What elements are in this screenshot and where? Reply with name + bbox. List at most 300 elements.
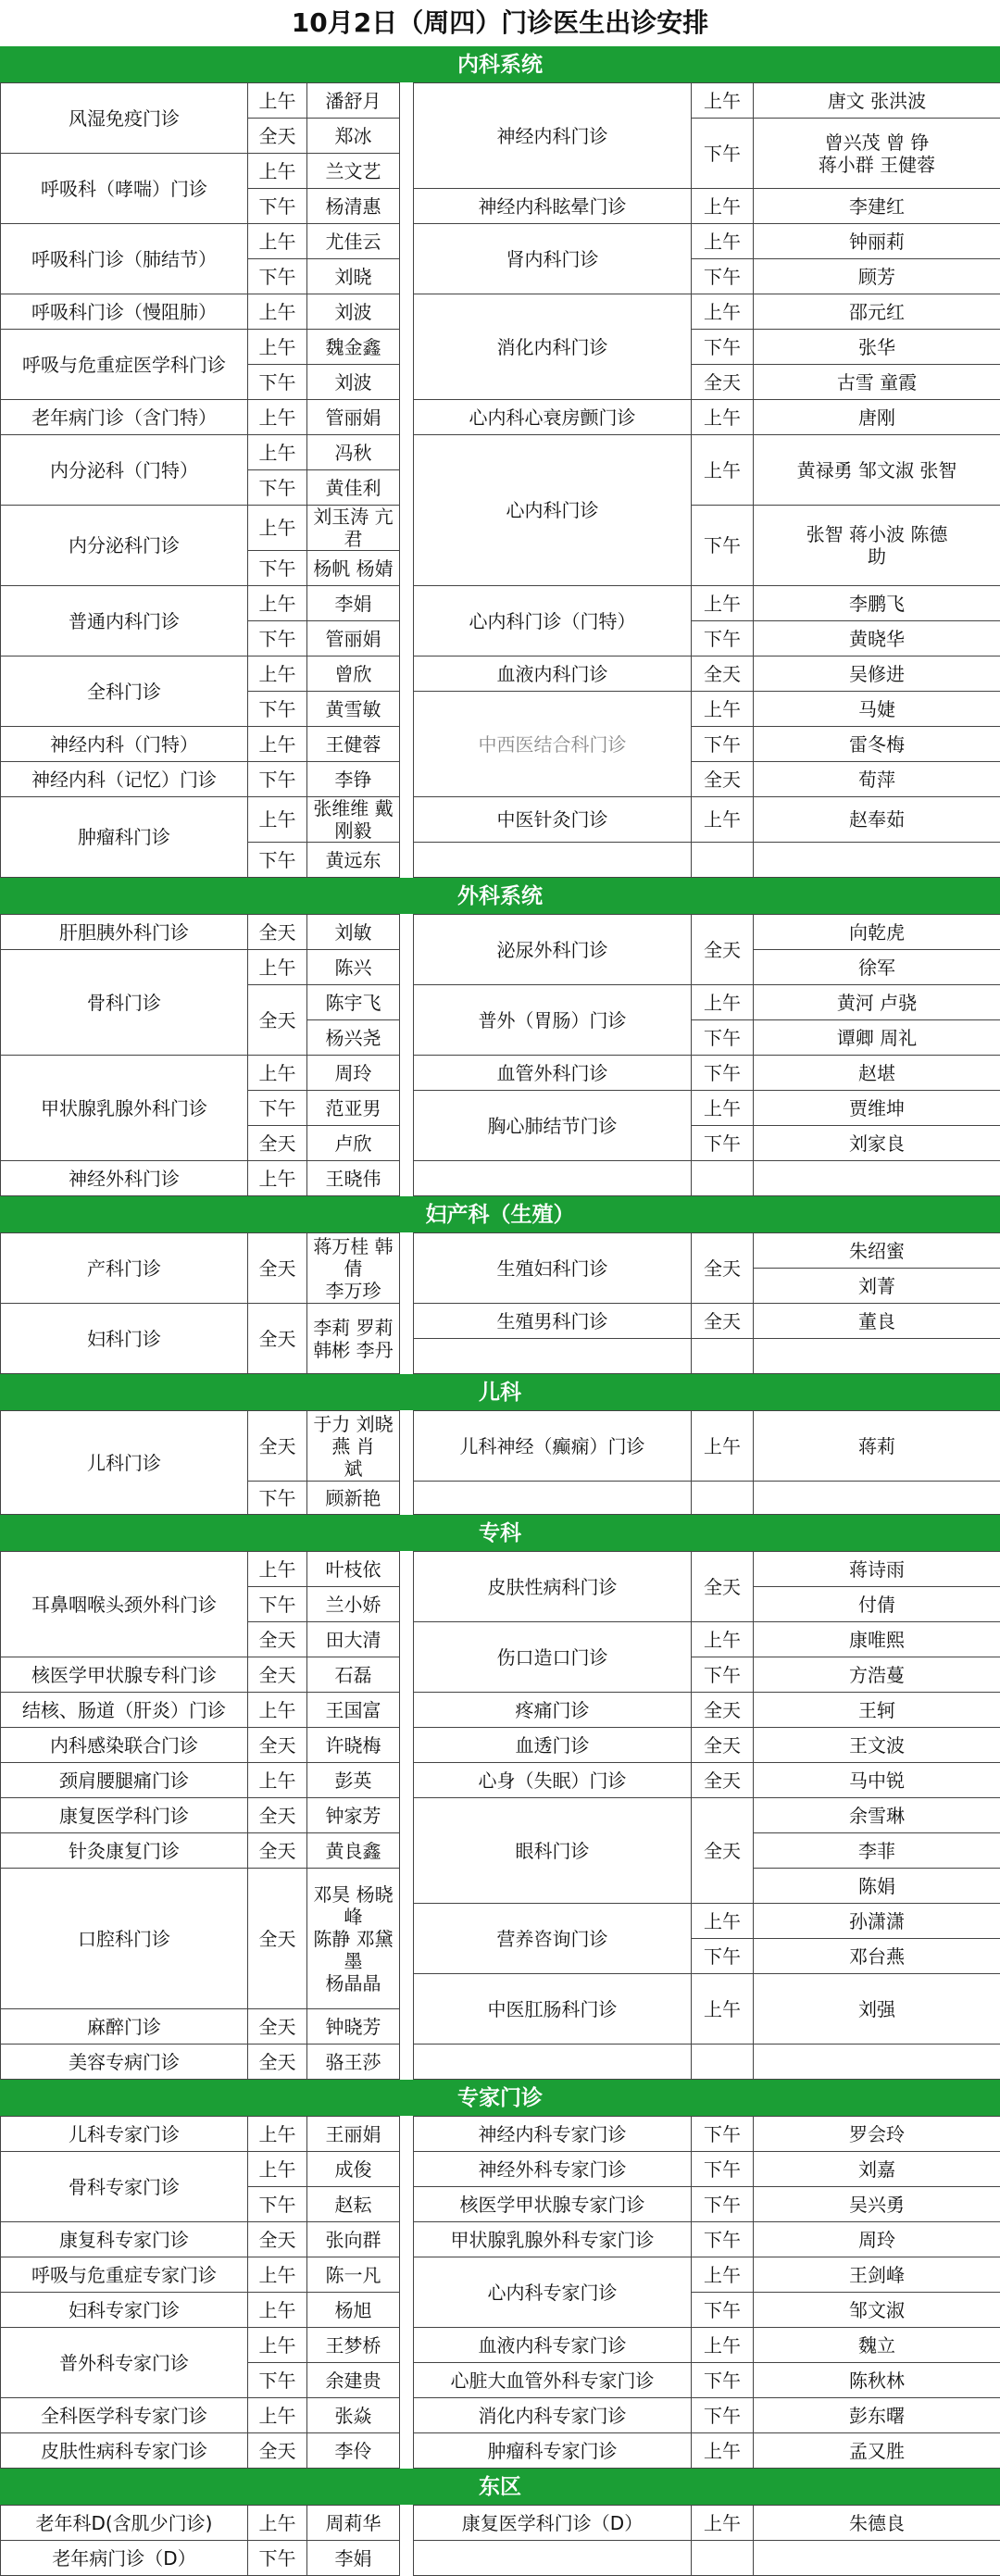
separator-cell xyxy=(400,692,414,727)
session-cell: 上午 xyxy=(248,950,307,985)
department-cell xyxy=(414,2045,692,2080)
table-row xyxy=(1,2257,1000,2293)
department-cell: 普通内科门诊 xyxy=(1,586,248,657)
session-cell: 上午 xyxy=(692,400,754,435)
department-cell: 肾内科门诊 xyxy=(414,224,692,294)
separator-cell xyxy=(400,330,414,365)
session-cell: 下午 xyxy=(692,2398,754,2433)
doctor-cell: 黄河 卢骁 xyxy=(754,985,1000,1020)
session-cell: 上午 xyxy=(248,1161,307,1196)
department-cell: 神经内科门诊 xyxy=(414,83,692,189)
section-table xyxy=(0,82,1000,878)
doctor-cell: 马中锐 xyxy=(754,1763,1000,1798)
department-cell: 颈肩腰腿痛门诊 xyxy=(1,1763,248,1798)
department-cell: 神经内科专家门诊 xyxy=(414,2117,692,2152)
table-row xyxy=(1,2506,1000,2541)
doctor-cell: 杨清惠 xyxy=(307,189,400,224)
session-cell: 上午 xyxy=(692,294,754,330)
doctor-cell: 魏金鑫 xyxy=(307,330,400,365)
separator-cell xyxy=(400,1446,414,1482)
table-row xyxy=(1,1552,1000,1587)
separator-cell xyxy=(400,2257,414,2293)
session-cell: 上午 xyxy=(248,2328,307,2363)
session-cell: 全天 xyxy=(692,1552,754,1622)
doctor-cell: 成俊 xyxy=(307,2152,400,2187)
doctor-cell: 李建红 xyxy=(754,189,1000,224)
doctor-cell: 赵奉茹 xyxy=(754,797,1000,843)
department-cell: 神经内科眩晕门诊 xyxy=(414,189,692,224)
session-cell: 上午 xyxy=(692,2433,754,2469)
session-cell: 上午 xyxy=(692,2506,754,2541)
session-cell: 全天 xyxy=(248,1126,307,1161)
doctor-cell: 朱德良 xyxy=(754,2506,1000,2541)
separator-cell xyxy=(400,843,414,878)
doctor-cell: 王健蓉 xyxy=(307,727,400,762)
session-cell: 上午 xyxy=(692,1411,754,1482)
doctor-cell: 于力 刘晓燕 肖 斌 xyxy=(307,1411,400,1482)
separator-cell xyxy=(400,435,414,470)
session-cell xyxy=(692,1482,754,1515)
table-row xyxy=(1,2433,1000,2469)
separator-cell xyxy=(400,1552,414,1587)
department-cell: 全科门诊 xyxy=(1,657,248,727)
doctor-cell: 魏立 xyxy=(754,2328,1000,2363)
section-header: 妇产科（生殖） xyxy=(0,1196,1000,1232)
doctor-cell: 陈娟 xyxy=(754,1869,1000,1904)
doctor-cell: 田大清 xyxy=(307,1622,400,1657)
separator-cell xyxy=(400,1869,414,1904)
department-cell: 儿科神经（癫痫）门诊 xyxy=(414,1411,692,1482)
section-table xyxy=(0,1410,1000,1515)
separator-cell xyxy=(400,2506,414,2541)
session-cell: 全天 xyxy=(248,1833,307,1869)
session-cell: 上午 xyxy=(692,224,754,259)
department-cell: 呼吸与危重症医学科门诊 xyxy=(1,330,248,400)
doctor-cell: 杨帆 杨婧 xyxy=(307,551,400,586)
separator-cell xyxy=(400,915,414,950)
session-cell xyxy=(692,1339,754,1374)
doctor-cell: 王轲 xyxy=(754,1693,1000,1728)
doctor-cell: 陈兴 xyxy=(307,950,400,985)
session-cell xyxy=(692,843,754,878)
separator-cell xyxy=(400,400,414,435)
doctor-cell: 冯秋 xyxy=(307,435,400,470)
department-cell: 生殖妇科门诊 xyxy=(414,1233,692,1304)
doctor-cell: 方浩蔓 xyxy=(754,1657,1000,1693)
table-row xyxy=(1,400,1000,435)
section-table xyxy=(0,1551,1000,2080)
session-cell: 上午 xyxy=(248,1056,307,1091)
session-cell: 上午 xyxy=(248,435,307,470)
department-cell: 心脏大血管外科专家门诊 xyxy=(414,2363,692,2398)
session-cell: 下午 xyxy=(692,1657,754,1693)
doctor-cell: 陈一凡 xyxy=(307,2257,400,2293)
separator-cell xyxy=(400,1411,414,1446)
session-cell: 上午 xyxy=(248,224,307,259)
separator-cell xyxy=(400,1728,414,1763)
session-cell: 全天 xyxy=(248,1233,307,1304)
table-row xyxy=(1,1798,1000,1833)
doctor-cell: 吴修进 xyxy=(754,657,1000,692)
session-cell: 下午 xyxy=(692,621,754,657)
session-cell: 下午 xyxy=(248,189,307,224)
session-cell: 下午 xyxy=(248,2541,307,2576)
separator-cell xyxy=(400,259,414,294)
doctor-cell: 朱绍蜜 xyxy=(754,1233,1000,1269)
doctor-cell: 邹文淑 xyxy=(754,2293,1000,2328)
session-cell: 下午 xyxy=(692,2152,754,2187)
session-cell: 下午 xyxy=(692,2293,754,2328)
schedule-table xyxy=(0,46,1000,2576)
department-cell: 心内科门诊 xyxy=(414,435,692,586)
department-cell: 甲状腺乳腺外科专家门诊 xyxy=(414,2222,692,2257)
doctor-cell: 刘嘉 xyxy=(754,2152,1000,2187)
session-cell: 上午 xyxy=(248,586,307,621)
table-row xyxy=(1,2328,1000,2363)
doctor-cell: 向乾虎 xyxy=(754,915,1000,950)
department-cell: 皮肤性病科门诊 xyxy=(414,1552,692,1622)
separator-cell xyxy=(400,551,414,586)
table-row xyxy=(1,1233,1000,1269)
session-cell: 上午 xyxy=(248,727,307,762)
session-cell: 上午 xyxy=(248,2117,307,2152)
doctor-cell: 刘波 xyxy=(307,365,400,400)
table-row xyxy=(1,2152,1000,2187)
doctor-cell: 古雪 童霞 xyxy=(754,365,1000,400)
session-cell: 下午 xyxy=(248,470,307,506)
session-cell xyxy=(692,2045,754,2080)
separator-cell xyxy=(400,2187,414,2222)
doctor-cell: 周玲 xyxy=(307,1056,400,1091)
doctor-cell: 荀萍 xyxy=(754,762,1000,797)
separator-cell xyxy=(400,1233,414,1269)
separator-cell xyxy=(400,119,414,154)
table-row xyxy=(1,224,1000,259)
separator-cell xyxy=(400,2398,414,2433)
session-cell: 全天 xyxy=(692,1798,754,1904)
session-cell: 上午 xyxy=(692,1091,754,1126)
doctor-cell: 余建贵 xyxy=(307,2363,400,2398)
department-cell: 眼科门诊 xyxy=(414,1798,692,1904)
session-cell: 下午 xyxy=(692,1939,754,1974)
section-header: 内科系统 xyxy=(0,46,1000,82)
session-cell: 全天 xyxy=(248,1304,307,1374)
separator-cell xyxy=(400,470,414,506)
table-row xyxy=(1,586,1000,621)
doctor-cell: 赵耘 xyxy=(307,2187,400,2222)
doctor-cell: 唐文 张洪波 xyxy=(754,83,1000,119)
separator-cell xyxy=(400,1833,414,1869)
session-cell: 下午 xyxy=(692,2222,754,2257)
department-cell: 康复科专家门诊 xyxy=(1,2222,248,2257)
table-row xyxy=(1,1763,1000,1798)
session-cell: 全天 xyxy=(248,2433,307,2469)
department-cell: 呼吸与危重症专家门诊 xyxy=(1,2257,248,2293)
doctor-cell: 王晓伟 xyxy=(307,1161,400,1196)
session-cell: 下午 xyxy=(692,1126,754,1161)
doctor-cell: 徐军 xyxy=(754,950,1000,985)
session-cell: 全天 xyxy=(248,915,307,950)
separator-cell xyxy=(400,621,414,657)
session-cell: 上午 xyxy=(248,154,307,189)
doctor-cell: 马婕 xyxy=(754,692,1000,727)
doctor-cell: 钟晓芳 xyxy=(307,2009,400,2045)
separator-cell xyxy=(400,586,414,621)
doctor-cell: 赵堪 xyxy=(754,1056,1000,1091)
separator-cell xyxy=(400,2293,414,2328)
session-cell: 下午 xyxy=(248,551,307,586)
session-cell: 上午 xyxy=(692,435,754,506)
session-cell: 全天 xyxy=(692,1763,754,1798)
department-cell: 肿瘤科专家门诊 xyxy=(414,2433,692,2469)
session-cell: 上午 xyxy=(692,2257,754,2293)
session-cell: 下午 xyxy=(248,762,307,797)
session-cell xyxy=(692,1161,754,1196)
session-cell: 上午 xyxy=(692,1974,754,2045)
session-cell xyxy=(692,2541,754,2576)
doctor-cell: 杨旭 xyxy=(307,2293,400,2328)
section-table xyxy=(0,2116,1000,2469)
department-cell: 血液内科门诊 xyxy=(414,657,692,692)
session-cell: 全天 xyxy=(248,1869,307,2009)
doctor-cell: 王国富 xyxy=(307,1693,400,1728)
department-cell: 康复医学科门诊 xyxy=(1,1798,248,1833)
department-cell: 老年病门诊（D） xyxy=(1,2541,248,2576)
department-cell: 神经外科专家门诊 xyxy=(414,2152,692,2187)
table-row xyxy=(1,1161,1000,1196)
separator-cell xyxy=(400,657,414,692)
session-cell: 下午 xyxy=(692,119,754,189)
session-cell: 上午 xyxy=(692,797,754,843)
doctor-cell: 张向群 xyxy=(307,2222,400,2257)
doctor-cell: 卢欣 xyxy=(307,1126,400,1161)
doctor-cell: 唐刚 xyxy=(754,400,1000,435)
session-cell: 上午 xyxy=(248,1552,307,1587)
department-cell: 中医针灸门诊 xyxy=(414,797,692,843)
session-cell: 下午 xyxy=(692,506,754,586)
doctor-cell: 张智 蒋小波 陈德 助 xyxy=(754,506,1000,586)
table-row xyxy=(1,1304,1000,1339)
department-cell xyxy=(414,1161,692,1196)
doctor-cell: 钟家芳 xyxy=(307,1798,400,1833)
session-cell: 下午 xyxy=(248,1587,307,1622)
session-cell: 全天 xyxy=(248,2045,307,2080)
session-cell: 上午 xyxy=(248,2506,307,2541)
separator-cell xyxy=(400,727,414,762)
department-cell: 疼痛门诊 xyxy=(414,1693,692,1728)
doctor-cell: 康唯熙 xyxy=(754,1622,1000,1657)
session-cell: 全天 xyxy=(692,915,754,985)
table-row xyxy=(1,294,1000,330)
doctor-cell: 李伶 xyxy=(307,2433,400,2469)
doctor-cell: 蒋诗雨 xyxy=(754,1552,1000,1587)
doctor-cell xyxy=(754,2045,1000,2080)
department-cell: 呼吸科门诊（慢阻肺） xyxy=(1,294,248,330)
separator-cell xyxy=(400,2045,414,2080)
doctor-cell: 范亚男 xyxy=(307,1091,400,1126)
session-cell: 上午 xyxy=(248,506,307,551)
table-row xyxy=(1,1693,1000,1728)
doctor-cell xyxy=(754,1482,1000,1515)
separator-cell xyxy=(400,950,414,985)
department-cell: 肿瘤科门诊 xyxy=(1,797,248,878)
department-cell: 全科医学科专家门诊 xyxy=(1,2398,248,2433)
doctor-cell: 管丽娟 xyxy=(307,400,400,435)
separator-cell xyxy=(400,2328,414,2363)
session-cell: 下午 xyxy=(692,259,754,294)
department-cell xyxy=(414,1482,692,1515)
separator-cell xyxy=(400,2433,414,2469)
section-header: 儿科 xyxy=(0,1374,1000,1410)
separator-cell xyxy=(400,1091,414,1126)
session-cell: 上午 xyxy=(692,1904,754,1939)
session-cell: 下午 xyxy=(248,843,307,878)
doctor-cell: 许晓梅 xyxy=(307,1728,400,1763)
separator-cell xyxy=(400,224,414,259)
separator-cell xyxy=(400,154,414,189)
doctor-cell xyxy=(754,2541,1000,2576)
department-cell: 神经内科（门特） xyxy=(1,727,248,762)
separator-cell xyxy=(400,1693,414,1728)
doctor-cell: 邓台燕 xyxy=(754,1939,1000,1974)
separator-cell xyxy=(400,2152,414,2187)
separator-cell xyxy=(400,2363,414,2398)
separator-cell xyxy=(400,1339,414,1374)
session-cell: 上午 xyxy=(248,83,307,119)
doctor-cell: 曾兴茂 曾 铮 蒋小群 王健蓉 xyxy=(754,119,1000,189)
doctor-cell: 付倩 xyxy=(754,1587,1000,1622)
doctor-cell: 张维维 戴刚毅 xyxy=(307,797,400,843)
department-cell: 针灸康复门诊 xyxy=(1,1833,248,1869)
doctor-cell: 刘晓 xyxy=(307,259,400,294)
session-cell: 全天 xyxy=(248,1798,307,1833)
department-cell: 普外（胃肠）门诊 xyxy=(414,985,692,1056)
session-cell: 全天 xyxy=(692,1693,754,1728)
doctor-cell: 张华 xyxy=(754,330,1000,365)
separator-cell xyxy=(400,2117,414,2152)
doctor-cell: 李鹏飞 xyxy=(754,586,1000,621)
doctor-cell: 黄佳利 xyxy=(307,470,400,506)
session-cell: 上午 xyxy=(248,2152,307,2187)
department-cell: 儿科专家门诊 xyxy=(1,2117,248,2152)
department-cell: 核医学甲状腺专家门诊 xyxy=(414,2187,692,2222)
section-header: 外科系统 xyxy=(0,878,1000,914)
session-cell: 上午 xyxy=(248,400,307,435)
doctor-cell: 黄禄勇 邹文淑 张智 xyxy=(754,435,1000,506)
department-cell: 老年病门诊（含门特） xyxy=(1,400,248,435)
doctor-cell: 彭英 xyxy=(307,1763,400,1798)
separator-cell xyxy=(400,1587,414,1622)
doctor-cell: 顾新艳 xyxy=(307,1482,400,1515)
separator-cell xyxy=(400,2222,414,2257)
session-cell: 上午 xyxy=(248,1763,307,1798)
separator-cell xyxy=(400,1622,414,1657)
doctor-cell: 陈秋林 xyxy=(754,2363,1000,2398)
session-cell: 上午 xyxy=(692,83,754,119)
doctor-cell: 王丽娟 xyxy=(307,2117,400,2152)
separator-cell xyxy=(400,1939,414,1974)
department-cell: 皮肤性病科专家门诊 xyxy=(1,2433,248,2469)
doctor-cell: 石磊 xyxy=(307,1657,400,1693)
table-row xyxy=(1,797,1000,843)
section-table xyxy=(0,914,1000,1196)
separator-cell xyxy=(400,83,414,119)
department-cell: 甲状腺乳腺外科门诊 xyxy=(1,1056,248,1161)
doctor-cell: 刘家良 xyxy=(754,1126,1000,1161)
doctor-cell: 李娟 xyxy=(307,2541,400,2576)
doctor-cell: 钟丽莉 xyxy=(754,224,1000,259)
session-cell: 上午 xyxy=(248,657,307,692)
doctor-cell: 余雪琳 xyxy=(754,1798,1000,1833)
session-cell: 下午 xyxy=(248,692,307,727)
session-cell: 全天 xyxy=(692,1728,754,1763)
section-header: 东区 xyxy=(0,2469,1000,2505)
session-cell: 下午 xyxy=(692,2117,754,2152)
table-row xyxy=(1,1056,1000,1091)
doctor-cell: 尤佳云 xyxy=(307,224,400,259)
separator-cell xyxy=(400,1763,414,1798)
session-cell: 全天 xyxy=(248,1657,307,1693)
department-cell: 心身（失眠）门诊 xyxy=(414,1763,692,1798)
session-cell: 下午 xyxy=(248,2363,307,2398)
doctor-cell: 邵元红 xyxy=(754,294,1000,330)
separator-cell xyxy=(400,1304,414,1339)
department-cell: 骨科专家门诊 xyxy=(1,2152,248,2222)
doctor-cell: 兰小娇 xyxy=(307,1587,400,1622)
department-cell: 康复医学科门诊（D） xyxy=(414,2506,692,2541)
doctor-cell: 刘菁 xyxy=(754,1269,1000,1304)
session-cell: 上午 xyxy=(692,2328,754,2363)
doctor-cell: 叶枝依 xyxy=(307,1552,400,1587)
department-cell: 产科门诊 xyxy=(1,1233,248,1304)
session-cell: 下午 xyxy=(248,1091,307,1126)
doctor-cell: 骆王莎 xyxy=(307,2045,400,2080)
separator-cell xyxy=(400,1482,414,1515)
separator-cell xyxy=(400,365,414,400)
department-cell: 伤口造口门诊 xyxy=(414,1622,692,1693)
table-row xyxy=(1,83,1000,119)
doctor-cell: 刘玉涛 亢君 xyxy=(307,506,400,551)
separator-cell xyxy=(400,1974,414,2009)
table-row xyxy=(1,1411,1000,1446)
session-cell: 全天 xyxy=(692,365,754,400)
doctor-cell: 周玲 xyxy=(754,2222,1000,2257)
session-cell: 下午 xyxy=(248,621,307,657)
department-cell: 营养咨询门诊 xyxy=(414,1904,692,1974)
department-cell: 呼吸科门诊（肺结节） xyxy=(1,224,248,294)
doctor-cell: 曾欣 xyxy=(307,657,400,692)
separator-cell xyxy=(400,985,414,1020)
department-cell: 儿科门诊 xyxy=(1,1411,248,1515)
doctor-cell: 郑冰 xyxy=(307,119,400,154)
doctor-cell: 黄雪敏 xyxy=(307,692,400,727)
department-cell: 肝胆胰外科门诊 xyxy=(1,915,248,950)
separator-cell xyxy=(400,2541,414,2576)
table-row xyxy=(1,915,1000,950)
session-cell: 上午 xyxy=(692,985,754,1020)
session-cell: 上午 xyxy=(692,189,754,224)
table-row xyxy=(1,2045,1000,2080)
doctor-cell: 杨兴尧 xyxy=(307,1020,400,1056)
session-cell: 全天 xyxy=(692,657,754,692)
doctor-cell: 董良 xyxy=(754,1304,1000,1339)
table-row xyxy=(1,2222,1000,2257)
department-cell xyxy=(414,2541,692,2576)
session-cell: 全天 xyxy=(248,2222,307,2257)
doctor-cell: 刘波 xyxy=(307,294,400,330)
doctor-cell: 王梦桥 xyxy=(307,2328,400,2363)
separator-cell xyxy=(400,1020,414,1056)
